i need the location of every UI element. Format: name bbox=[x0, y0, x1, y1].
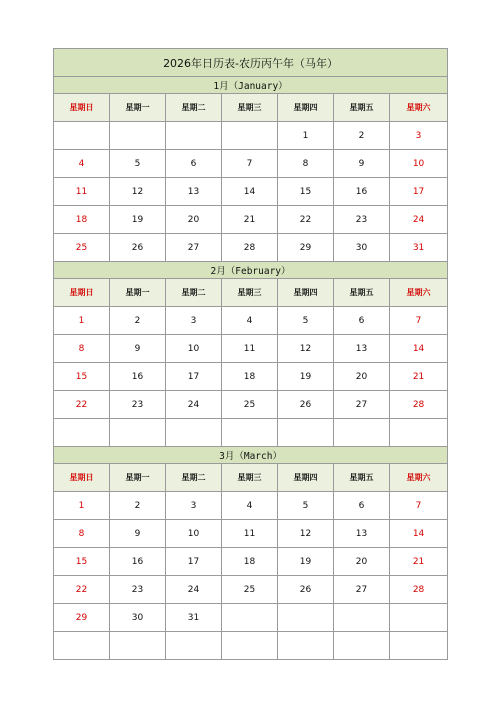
title-row bbox=[54, 49, 448, 77]
day-cell: 19 bbox=[110, 206, 166, 234]
day-cell: 6 bbox=[166, 150, 222, 178]
day-cell bbox=[390, 419, 448, 447]
month-header-row bbox=[54, 447, 448, 464]
day-cell: 19 bbox=[278, 548, 334, 576]
day-cell: 17 bbox=[166, 548, 222, 576]
day-cell: 24 bbox=[390, 206, 448, 234]
day-cell: 28 bbox=[390, 576, 448, 604]
weekday-header-row bbox=[54, 279, 448, 307]
day-cell: 18 bbox=[222, 363, 278, 391]
week-row bbox=[54, 604, 448, 632]
day-cell: 6 bbox=[334, 492, 390, 520]
day-cell: 16 bbox=[110, 548, 166, 576]
day-cell: 11 bbox=[222, 520, 278, 548]
day-cell: 24 bbox=[166, 576, 222, 604]
day-cell: 16 bbox=[110, 363, 166, 391]
day-cell: 3 bbox=[166, 492, 222, 520]
week-row bbox=[54, 391, 448, 419]
day-cell: 21 bbox=[222, 206, 278, 234]
day-cell: 15 bbox=[278, 178, 334, 206]
month-label: 2月（February） bbox=[54, 262, 448, 279]
day-cell: 28 bbox=[390, 391, 448, 419]
day-cell: 7 bbox=[222, 150, 278, 178]
day-cell: 26 bbox=[110, 234, 166, 262]
day-cell: 23 bbox=[110, 391, 166, 419]
week-row bbox=[54, 206, 448, 234]
day-cell: 9 bbox=[110, 520, 166, 548]
weekday-label: 星期六 bbox=[390, 464, 448, 492]
weekday-header-row bbox=[54, 464, 448, 492]
week-row bbox=[54, 307, 448, 335]
weekday-header-row bbox=[54, 94, 448, 122]
week-row bbox=[54, 150, 448, 178]
day-cell: 1 bbox=[278, 122, 334, 150]
day-cell: 31 bbox=[390, 234, 448, 262]
weekday-label: 星期三 bbox=[222, 279, 278, 307]
day-cell: 14 bbox=[390, 335, 448, 363]
day-cell bbox=[222, 122, 278, 150]
day-cell: 1 bbox=[54, 492, 110, 520]
day-cell bbox=[390, 604, 448, 632]
day-cell bbox=[166, 632, 222, 660]
weekday-label: 星期四 bbox=[278, 94, 334, 122]
day-cell: 3 bbox=[390, 122, 448, 150]
day-cell: 5 bbox=[278, 307, 334, 335]
weekday-label: 星期日 bbox=[54, 279, 110, 307]
day-cell: 14 bbox=[390, 520, 448, 548]
day-cell: 18 bbox=[222, 548, 278, 576]
day-cell: 27 bbox=[166, 234, 222, 262]
weekday-label: 星期一 bbox=[110, 279, 166, 307]
day-cell: 17 bbox=[166, 363, 222, 391]
day-cell: 10 bbox=[390, 150, 448, 178]
day-cell: 29 bbox=[278, 234, 334, 262]
day-cell bbox=[54, 419, 110, 447]
day-cell: 2 bbox=[110, 492, 166, 520]
day-cell: 2 bbox=[110, 307, 166, 335]
day-cell: 15 bbox=[54, 548, 110, 576]
weekday-label: 星期一 bbox=[110, 464, 166, 492]
day-cell: 12 bbox=[110, 178, 166, 206]
day-cell: 25 bbox=[54, 234, 110, 262]
day-cell bbox=[334, 632, 390, 660]
week-row bbox=[54, 234, 448, 262]
day-cell bbox=[166, 419, 222, 447]
day-cell bbox=[222, 419, 278, 447]
day-cell: 8 bbox=[54, 520, 110, 548]
day-cell: 28 bbox=[222, 234, 278, 262]
weekday-label: 星期二 bbox=[166, 464, 222, 492]
day-cell: 3 bbox=[166, 307, 222, 335]
day-cell: 20 bbox=[166, 206, 222, 234]
day-cell bbox=[390, 632, 448, 660]
week-row bbox=[54, 419, 448, 447]
day-cell bbox=[110, 632, 166, 660]
day-cell: 2 bbox=[334, 122, 390, 150]
week-row bbox=[54, 632, 448, 660]
week-row bbox=[54, 548, 448, 576]
day-cell: 10 bbox=[166, 520, 222, 548]
day-cell: 19 bbox=[278, 363, 334, 391]
day-cell: 4 bbox=[54, 150, 110, 178]
weekday-label: 星期四 bbox=[278, 464, 334, 492]
day-cell: 5 bbox=[110, 150, 166, 178]
day-cell: 27 bbox=[334, 391, 390, 419]
day-cell: 8 bbox=[54, 335, 110, 363]
day-cell: 22 bbox=[54, 576, 110, 604]
day-cell bbox=[110, 419, 166, 447]
day-cell: 24 bbox=[166, 391, 222, 419]
weekday-label: 星期五 bbox=[334, 279, 390, 307]
day-cell: 4 bbox=[222, 492, 278, 520]
day-cell: 13 bbox=[166, 178, 222, 206]
week-row bbox=[54, 576, 448, 604]
day-cell bbox=[334, 419, 390, 447]
day-cell: 26 bbox=[278, 576, 334, 604]
weekday-label: 星期三 bbox=[222, 464, 278, 492]
day-cell: 6 bbox=[334, 307, 390, 335]
day-cell: 21 bbox=[390, 363, 448, 391]
day-cell: 20 bbox=[334, 363, 390, 391]
day-cell: 25 bbox=[222, 576, 278, 604]
month-label: 3月（March） bbox=[54, 447, 448, 464]
day-cell: 17 bbox=[390, 178, 448, 206]
month-label: 1月（January） bbox=[54, 77, 448, 94]
day-cell: 26 bbox=[278, 391, 334, 419]
week-row bbox=[54, 492, 448, 520]
weekday-label: 星期二 bbox=[166, 279, 222, 307]
month-header-row bbox=[54, 77, 448, 94]
weekday-label: 星期日 bbox=[54, 464, 110, 492]
day-cell: 14 bbox=[222, 178, 278, 206]
day-cell: 7 bbox=[390, 492, 448, 520]
day-cell: 15 bbox=[54, 363, 110, 391]
day-cell: 8 bbox=[278, 150, 334, 178]
day-cell: 13 bbox=[334, 520, 390, 548]
week-row bbox=[54, 122, 448, 150]
day-cell bbox=[54, 632, 110, 660]
weekday-label: 星期二 bbox=[166, 94, 222, 122]
day-cell bbox=[278, 604, 334, 632]
weekday-label: 星期日 bbox=[54, 94, 110, 122]
day-cell: 4 bbox=[222, 307, 278, 335]
day-cell: 25 bbox=[222, 391, 278, 419]
day-cell: 10 bbox=[166, 335, 222, 363]
weekday-label: 星期六 bbox=[390, 94, 448, 122]
day-cell: 1 bbox=[54, 307, 110, 335]
day-cell bbox=[222, 632, 278, 660]
weekday-label: 星期三 bbox=[222, 94, 278, 122]
day-cell: 20 bbox=[334, 548, 390, 576]
day-cell: 31 bbox=[166, 604, 222, 632]
week-row bbox=[54, 335, 448, 363]
day-cell: 9 bbox=[110, 335, 166, 363]
day-cell bbox=[166, 122, 222, 150]
day-cell bbox=[278, 632, 334, 660]
weekday-label: 星期一 bbox=[110, 94, 166, 122]
month-header-row bbox=[54, 262, 448, 279]
weekday-label: 星期五 bbox=[334, 94, 390, 122]
day-cell: 30 bbox=[110, 604, 166, 632]
day-cell: 22 bbox=[278, 206, 334, 234]
day-cell: 7 bbox=[390, 307, 448, 335]
day-cell: 18 bbox=[54, 206, 110, 234]
weekday-label: 星期六 bbox=[390, 279, 448, 307]
weekday-label: 星期五 bbox=[334, 464, 390, 492]
day-cell: 23 bbox=[334, 206, 390, 234]
day-cell: 29 bbox=[54, 604, 110, 632]
day-cell bbox=[54, 122, 110, 150]
day-cell bbox=[222, 604, 278, 632]
day-cell bbox=[278, 419, 334, 447]
week-row bbox=[54, 520, 448, 548]
day-cell: 12 bbox=[278, 520, 334, 548]
calendar-title: 2026年日历表-农历丙午年（马年） bbox=[54, 49, 448, 77]
weekday-label: 星期四 bbox=[278, 279, 334, 307]
week-row bbox=[54, 363, 448, 391]
day-cell: 16 bbox=[334, 178, 390, 206]
day-cell bbox=[334, 604, 390, 632]
day-cell: 5 bbox=[278, 492, 334, 520]
day-cell bbox=[110, 122, 166, 150]
week-row bbox=[54, 178, 448, 206]
day-cell: 22 bbox=[54, 391, 110, 419]
day-cell: 27 bbox=[334, 576, 390, 604]
day-cell: 12 bbox=[278, 335, 334, 363]
calendar-table bbox=[53, 48, 448, 660]
day-cell: 11 bbox=[54, 178, 110, 206]
day-cell: 23 bbox=[110, 576, 166, 604]
day-cell: 13 bbox=[334, 335, 390, 363]
day-cell: 9 bbox=[334, 150, 390, 178]
day-cell: 21 bbox=[390, 548, 448, 576]
day-cell: 11 bbox=[222, 335, 278, 363]
day-cell: 30 bbox=[334, 234, 390, 262]
